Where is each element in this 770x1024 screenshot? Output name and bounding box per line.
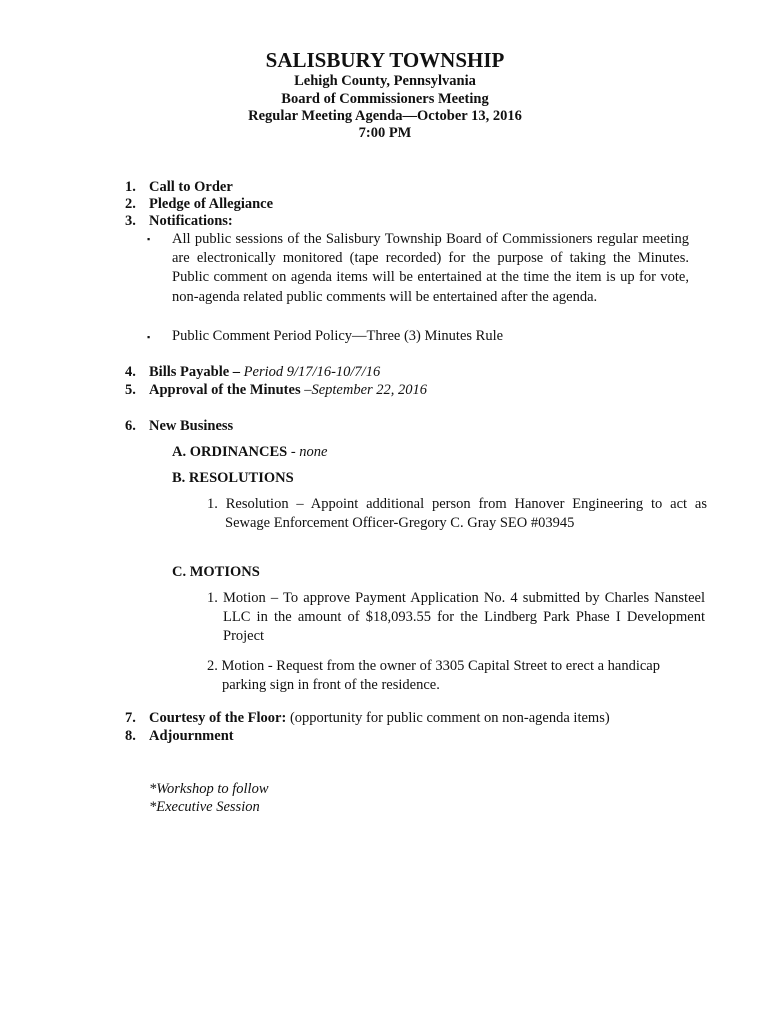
- motion-2: 2. Motion - Request from the owner of 3305 Capital Street to erect a handicap parking sign in front of the residence.: [207, 658, 660, 693]
- notification-recording: All public sessions of the Salisbury Township Board of Commissioners regular meeting are electronically monitored (tape recorded) for the purpose of taking the Minutes. Public comment on agenda items will be entertained at the time the item is up for vote, non-agenda related public comments will be entertained after the agenda.: [172, 231, 689, 305]
- ordinances-value: - none: [287, 444, 328, 460]
- item-4-number: 4.: [125, 364, 136, 380]
- agenda-date-line: Regular Meeting Agenda—October 13, 2016: [248, 108, 522, 124]
- item-8-adjournment: Adjournment: [149, 728, 234, 744]
- resolutions-heading: B. RESOLUTIONS: [172, 470, 294, 486]
- item-7-number: 7.: [125, 710, 136, 726]
- item-4-bills-payable: [149, 364, 380, 381]
- executive-session-note: *Executive Session: [149, 799, 260, 815]
- bills-payable-label: Bills Payable –: [149, 364, 241, 380]
- motion-1: 1. Motion – To approve Payment Application No. 4 submitted by Charles Nansteel LLC in the amount of $18,093.55 for the Lindberg Park Phase I Development Project: [207, 590, 705, 644]
- minutes-date: –September 22, 2016: [304, 382, 428, 398]
- item-5-number: 5.: [125, 382, 136, 398]
- item-6-new-business: New Business: [149, 418, 234, 434]
- courtesy-floor-label: Courtesy of the Floor:: [149, 710, 287, 726]
- board-line: Board of Commissioners Meeting: [281, 91, 489, 107]
- item-1-number: 1.: [125, 179, 136, 195]
- courtesy-floor-note: (opportunity for public comment on non-agenda items): [286, 710, 610, 726]
- item-5-minutes: [149, 382, 427, 399]
- item-7-courtesy-floor: [149, 710, 610, 727]
- ordinances-label: A. ORDINANCES: [172, 444, 288, 460]
- item-8-number: 8.: [125, 728, 136, 744]
- item-2-pledge: Pledge of Allegiance: [149, 196, 274, 212]
- motions-heading: C. MOTIONS: [172, 564, 260, 580]
- county-line: Lehigh County, Pennsylvania: [294, 73, 476, 89]
- resolution-1: 1. Resolution – Appoint additional person from Hanover Engineering to act as Sewage Enforcement Officer-Gregory C. Gray SEO #03945: [207, 496, 707, 531]
- bills-payable-period: Period 9/17/16-10/7/16: [243, 364, 381, 380]
- page-title: SALISBURY TOWNSHIP: [265, 48, 505, 72]
- item-6-number: 6.: [125, 418, 136, 434]
- item-3-notifications: Notifications:: [149, 213, 233, 229]
- bullet-icon: ▪: [147, 234, 151, 244]
- meeting-time: 7:00 PM: [358, 125, 412, 141]
- minutes-label: Approval of the Minutes: [149, 382, 301, 398]
- item-3-number: 3.: [125, 213, 136, 229]
- item-2-number: 2.: [125, 196, 136, 212]
- notification-comment-policy: Public Comment Period Policy—Three (3) Minutes Rule: [172, 328, 504, 344]
- ordinances-heading: [172, 444, 327, 461]
- bullet-icon: ▪: [147, 332, 151, 342]
- item-1-call-to-order: Call to Order: [149, 179, 233, 195]
- workshop-note: *Workshop to follow: [149, 781, 269, 797]
